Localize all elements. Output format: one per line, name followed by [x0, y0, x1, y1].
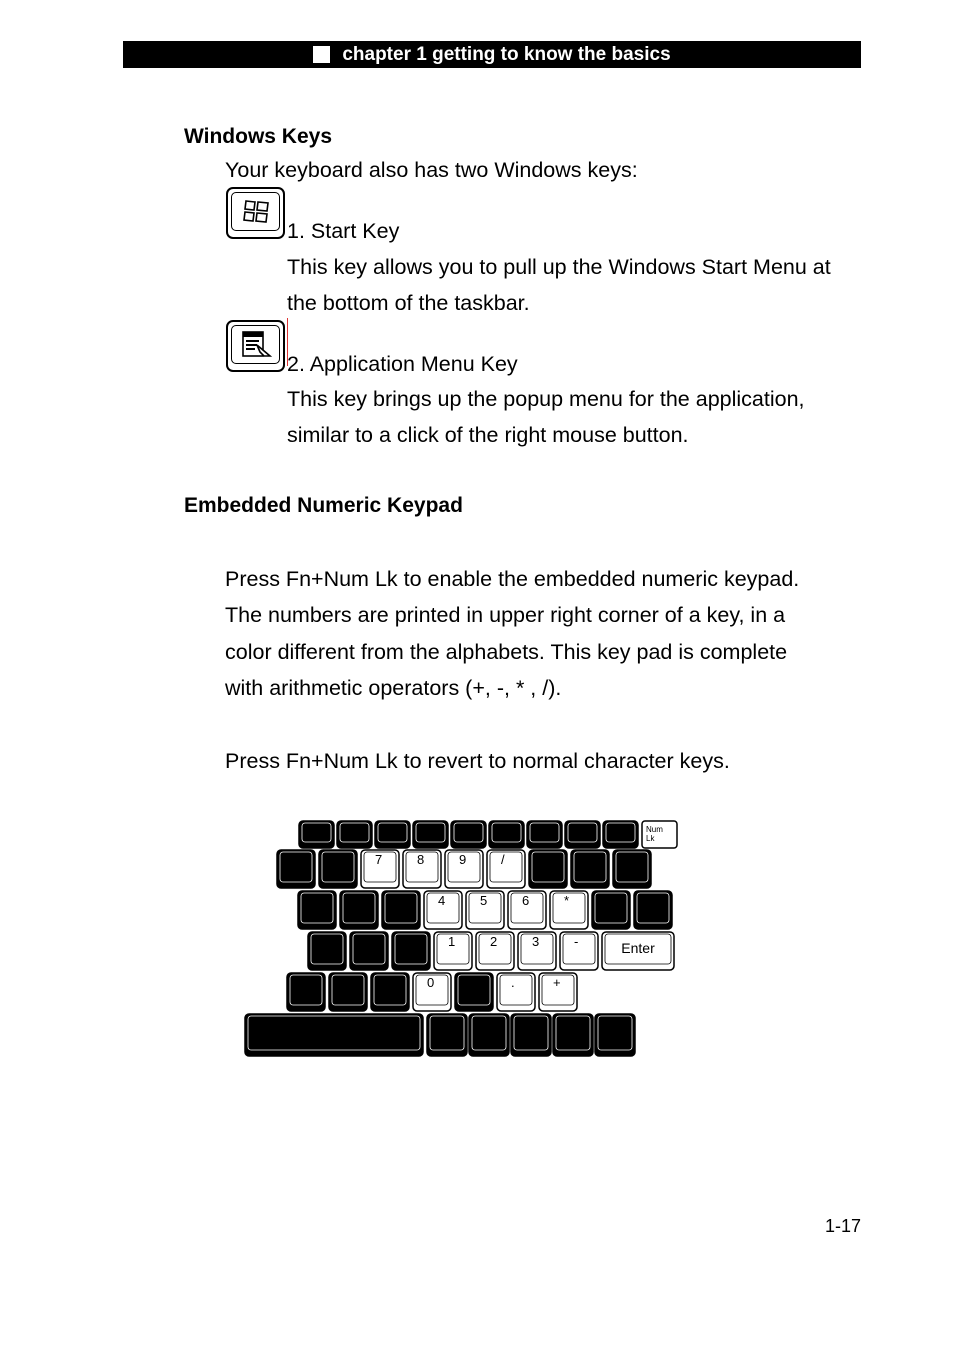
app-key-title: 2. Application Menu Key — [287, 352, 518, 376]
svg-text:0: 0 — [427, 975, 435, 990]
keyboard-key — [613, 850, 651, 888]
svg-text:+: + — [553, 975, 561, 990]
keyboard-key — [603, 821, 638, 848]
keypad-para1-line3: color different from the alphabets. This key pad is complete — [225, 640, 788, 664]
keyboard-key — [340, 891, 378, 929]
start-key-title: 1. Start Key — [287, 219, 400, 243]
svg-text:4: 4 — [438, 893, 446, 908]
keyboard-key — [592, 891, 630, 929]
keyboard-key — [595, 1014, 635, 1056]
svg-text:8: 8 — [417, 852, 425, 867]
keyboard-key — [371, 973, 409, 1011]
svg-text:.: . — [511, 975, 515, 990]
keyboard-key — [451, 821, 486, 848]
section-heading-numeric-keypad: Embedded Numeric Keypad — [184, 494, 463, 517]
svg-text:2: 2 — [490, 934, 498, 949]
keyboard-key — [392, 932, 430, 970]
keyboard-key — [571, 850, 609, 888]
keypad-key — [560, 932, 598, 970]
keypad-key — [508, 891, 546, 929]
keyboard-key — [565, 821, 600, 848]
keypad-key — [403, 850, 441, 888]
chapter-header-bar — [123, 41, 861, 68]
svg-text:/: / — [501, 852, 505, 867]
keypad-key — [476, 932, 514, 970]
keyboard-key — [427, 1014, 467, 1056]
svg-text:Enter: Enter — [621, 940, 655, 956]
keypad-para1-line2: The numbers are printed in upper right corner of a key, in a — [225, 603, 786, 627]
svg-text:3: 3 — [532, 934, 540, 949]
start-key-desc-line1: This key allows you to pull up the Windows Start Menu at — [287, 255, 831, 279]
section-heading-windows-keys: Windows Keys — [184, 125, 333, 148]
keyboard-key — [375, 821, 410, 848]
keypad-key — [487, 850, 525, 888]
keypad-para1-line4: with arithmetic operators (+, -, * , /). — [225, 676, 562, 700]
keypad-key — [466, 891, 504, 929]
svg-text:1: 1 — [448, 934, 456, 949]
keypad-key — [445, 850, 483, 888]
keyboard-key — [634, 891, 672, 929]
svg-text:-: - — [574, 934, 579, 949]
keyboard-key — [527, 821, 562, 848]
keypad-key — [497, 973, 535, 1011]
svg-text:9: 9 — [459, 852, 467, 867]
keypad-key — [539, 973, 577, 1011]
keypad-key — [361, 850, 399, 888]
keyboard-key — [455, 973, 493, 1011]
keyboard-key — [511, 1014, 551, 1056]
numlock-key — [642, 821, 677, 848]
keyboard-key — [329, 973, 367, 1011]
keyboard-key — [287, 973, 325, 1011]
keypad-para2: Press Fn+Num Lk to revert to normal character keys. — [225, 749, 730, 773]
keyboard-key — [469, 1014, 509, 1056]
numeric-keypad-illustration — [243, 818, 683, 1060]
svg-text:Lk: Lk — [646, 834, 655, 843]
keyboard-key — [413, 821, 448, 848]
page-number: 1-17 — [825, 1216, 862, 1236]
enter-key — [602, 932, 674, 970]
chapter-title: chapter 1 getting to know the basics — [342, 43, 671, 65]
keypad-key — [550, 891, 588, 929]
keypad-para1-line1: Press Fn+Num Lk to enable the embedded numeric keypad. — [225, 567, 800, 591]
keyboard-key — [299, 821, 334, 848]
app-key-desc-line2: similar to a click of the right mouse button. — [287, 423, 689, 447]
keypad-key — [413, 973, 451, 1011]
svg-text:*: * — [564, 893, 570, 908]
keyboard-key — [382, 891, 420, 929]
app-key-desc-line1: This key brings up the popup menu for the application, — [287, 387, 805, 411]
keyboard-key — [319, 850, 357, 888]
svg-text:Num: Num — [646, 825, 663, 834]
svg-text:7: 7 — [375, 852, 383, 867]
windows-keys-intro: Your keyboard also has two Windows keys: — [225, 158, 638, 182]
keyboard-key — [529, 850, 567, 888]
spacebar-key — [245, 1014, 423, 1056]
keypad-key — [434, 932, 472, 970]
keyboard-key — [350, 932, 388, 970]
keyboard-key — [277, 850, 315, 888]
keyboard-key — [298, 891, 336, 929]
svg-text:5: 5 — [480, 893, 488, 908]
svg-text:6: 6 — [522, 893, 530, 908]
keyboard-key — [337, 821, 372, 848]
keyboard-key — [308, 932, 346, 970]
keyboard-key — [553, 1014, 593, 1056]
windows-logo-icon — [226, 187, 285, 239]
start-key-desc-line2: the bottom of the taskbar. — [287, 291, 530, 315]
square-bullet-icon — [313, 46, 330, 63]
keypad-key — [518, 932, 556, 970]
keyboard-key — [489, 821, 524, 848]
application-menu-icon — [226, 320, 285, 372]
keypad-key — [424, 891, 462, 929]
